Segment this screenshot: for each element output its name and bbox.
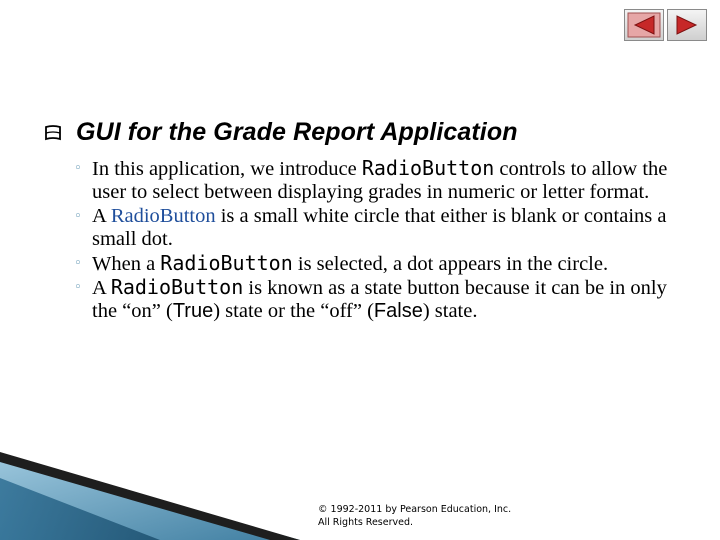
previous-slide-icon bbox=[627, 12, 661, 38]
code-text: RadioButton bbox=[110, 275, 244, 300]
text-run: is selected, a dot appears in the circle. bbox=[292, 252, 609, 275]
circle-bullet-icon: ◦ bbox=[74, 208, 82, 224]
true-keyword: True bbox=[172, 300, 214, 323]
list-item bbox=[74, 276, 694, 324]
list-item bbox=[74, 205, 694, 252]
page-title: GUI for the Grade Report Application bbox=[76, 118, 518, 146]
text-run: ) state. bbox=[422, 300, 478, 323]
circle-bullet-icon: ◦ bbox=[74, 255, 82, 271]
code-text: RadioButton bbox=[160, 250, 293, 275]
text-run: A bbox=[92, 277, 111, 300]
next-slide-icon bbox=[670, 12, 704, 38]
slide-navigation bbox=[624, 9, 708, 43]
copyright-line: © 1992-2011 by Pearson Education, Inc. bbox=[318, 504, 512, 515]
circle-bullet-icon: ◦ bbox=[74, 280, 82, 296]
list-item bbox=[74, 157, 694, 205]
rights-line: All Rights Reserved. bbox=[318, 516, 414, 528]
text-run: controls to allow the user to select between displaying grades in numeric or letter format. bbox=[92, 158, 668, 204]
text-run: When a bbox=[92, 252, 161, 275]
decorative-swoosh bbox=[0, 448, 300, 540]
text-run: In this application, we introduce bbox=[92, 158, 362, 180]
bullet-list bbox=[74, 157, 694, 324]
text-run: A bbox=[92, 204, 111, 227]
ribbon-bullet-icon bbox=[44, 125, 64, 141]
copyright-footer bbox=[318, 504, 511, 529]
next-slide-button[interactable] bbox=[667, 9, 707, 41]
text-run: is a small white circle that either is blank or contains a small dot. bbox=[92, 204, 667, 251]
list-item bbox=[74, 252, 694, 276]
text-run: ) state or the “off” ( bbox=[213, 300, 374, 323]
code-text: RadioButton bbox=[361, 156, 495, 180]
slide-heading bbox=[44, 118, 704, 147]
text-run: is known as a state button because it can be in only the “on” ( bbox=[92, 277, 667, 323]
highlighted-term: RadioButton bbox=[110, 204, 216, 227]
circle-bullet-icon: ◦ bbox=[74, 161, 82, 176]
previous-slide-button[interactable] bbox=[624, 9, 664, 41]
false-keyword: False bbox=[373, 300, 423, 323]
